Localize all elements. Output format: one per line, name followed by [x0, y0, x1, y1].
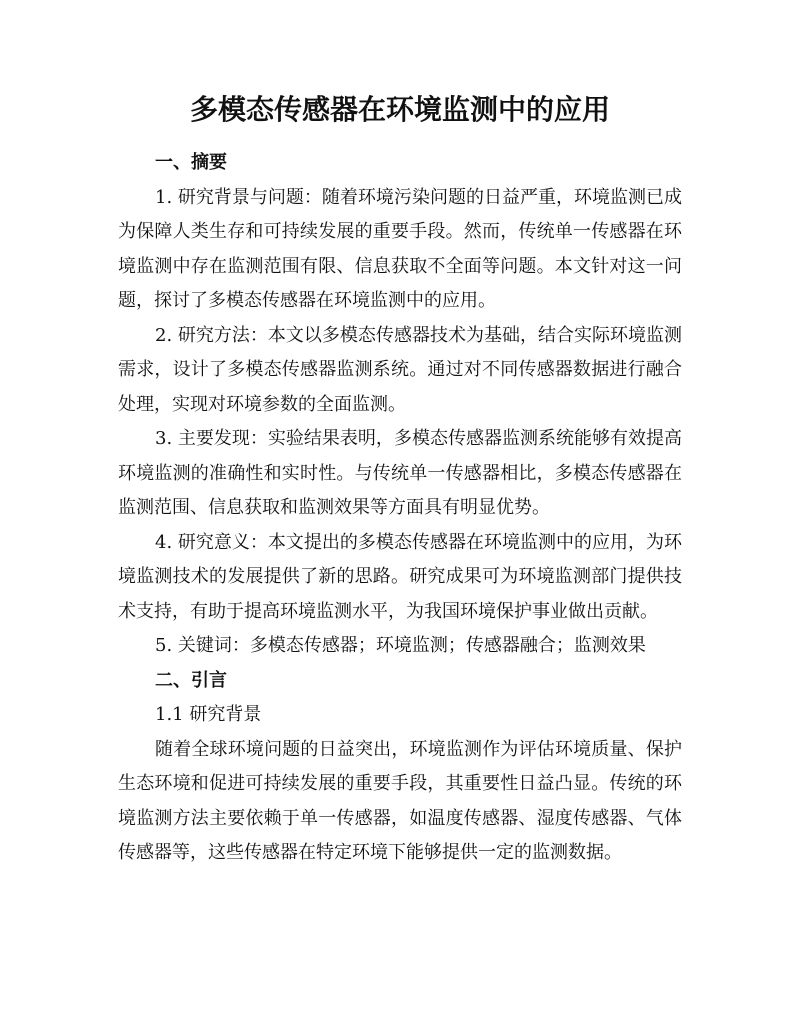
document-body — [118, 146, 682, 871]
abstract-paragraph-significance: 4. 研究意义：本文提出的多模态传感器在环境监测中的应用，为环境监测技术的发展提供了新的思路。研究成果可为环境监测部门提供技术支持，有助于提高环境监测水平，为我国环境保护事业做出贡献。 — [118, 531, 682, 622]
section-heading-abstract: 一、摘要 — [155, 152, 227, 173]
introduction-paragraph: 随着全球环境问题的日益突出，环境监测作为评估环境质量、保护生态环境和促进可持续发展的重要手段，其重要性日益凸显。传统的环境监测方法主要依赖于单一传感器，如温度传感器、湿度传感器、气体传感器等，这些传感器在特定环境下能够提供一定的监测数据。 — [118, 738, 682, 863]
subsection-heading-background: 1.1 研究背景 — [155, 704, 262, 725]
abstract-paragraph-findings: 3. 主要发现：实验结果表明，多模态传感器监测系统能够有效提高环境监测的准确性和实时性。与传统单一传感器相比，多模态传感器在监测范围、信息获取和监测效果等方面具有明显优势。 — [118, 428, 682, 518]
document-title: 多模态传感器在环境监测中的应用 — [189, 93, 610, 126]
abstract-paragraph-keywords: 5. 关键词：多模态传感器；环境监测；传感器融合；监测效果 — [155, 635, 646, 656]
section-heading-introduction: 二、引言 — [155, 669, 227, 691]
abstract-paragraph-background: 1. 研究背景与问题：随着环境污染问题的日益严重，环境监测已成为保障人类生存和可持续发展的重要手段。然而，传统单一传感器在环境监测中存在监测范围有限、信息获取不全面等问题。本文针对这一问题，探讨了多模态传感器在环境监测中的应用。 — [118, 186, 682, 311]
abstract-paragraph-methods: 2. 研究方法：本文以多模态传感器技术为基础，结合实际环境监测需求，设计了多模态传感器监测系统。通过对不同传感器数据进行融合处理，实现对环境参数的全面监测。 — [118, 324, 682, 415]
